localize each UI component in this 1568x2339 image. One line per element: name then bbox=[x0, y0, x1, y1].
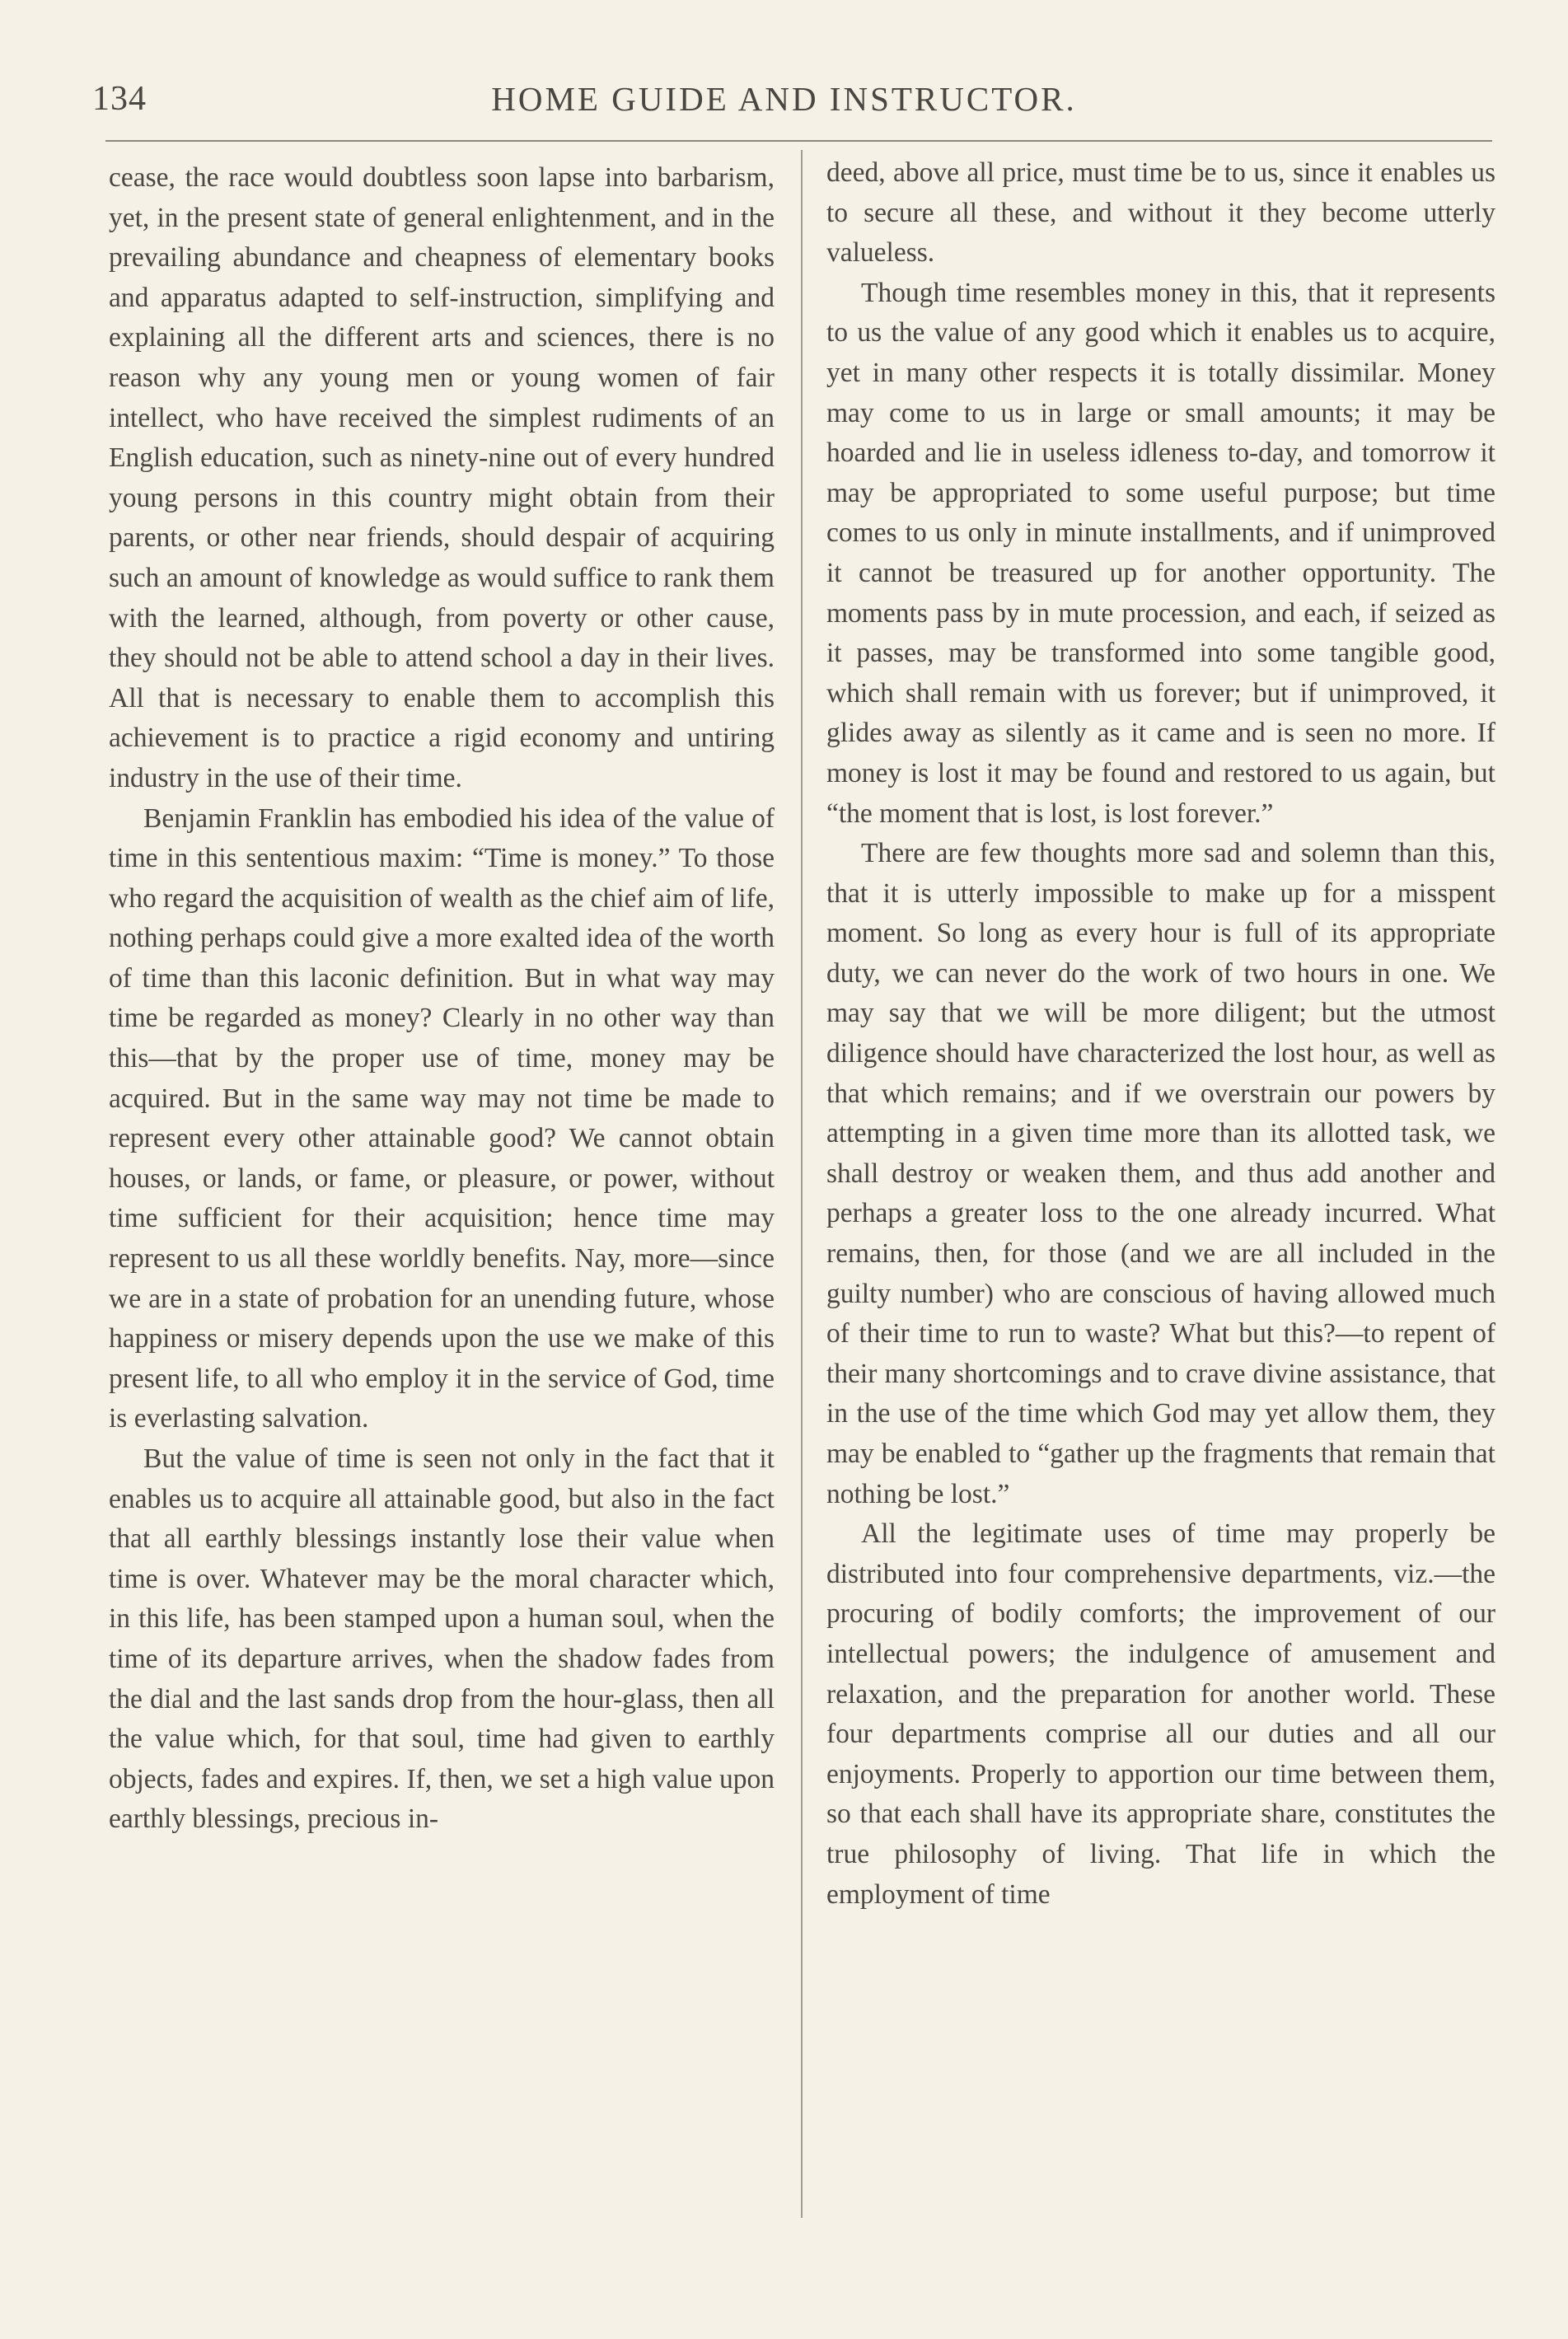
paragraph: All the legitimate uses of time may properly be distributed into four comprehensive departments, viz.—the procuring of bodily comforts; the improvement of our intellectual powers; the indulgence of amusement and relaxation, and the preparation for another world. These four departments comprise all our duties and all our enjoyments. Properly to apportion our time between them, so that each shall have its appropriate share, constitutes the true philosophy of living. That life in which the employment of time bbox=[826, 1518, 1495, 1910]
header-rule bbox=[105, 140, 1492, 142]
paragraph: deed, above all price, must time be to us, since it enables us to secure all these, and without it they become utterly valueless. bbox=[826, 157, 1495, 269]
paragraph: But the value of time is seen not only in the fact that it enables us to acquire all attainable good, but also in the fact that all earthly blessings instantly lose their value when time is over. Whatever may be the moral character which, in this life, has been stamped upon a human soul, when the time of its departure arrives, when the shadow fades from the dial and the last sands drop from the hour-glass, then all the value which, for that soul, time had given to earthly objects, fades and expires. If, then, we set a high value upon earthly blessings, precious in- bbox=[109, 1443, 775, 1835]
right-column bbox=[826, 153, 1495, 1915]
paragraph: Benjamin Franklin has embodied his idea of the value of time in this sententious maxim: “Time is money.” To those who regard the acquisition of wealth as the chief aim of life, nothing perhaps could give a more exalted idea of the worth of time than this laconic definition. But in what way may time be regarded as money? Clearly in no other way than this—that by the proper use of time, money may be acquired. But in the same way may not time be made to represent every other attainable good? We cannot obtain houses, or lands, or fame, or pleasure, or power, without time sufficient for their acquisition; hence time may represent to us all these worldly benefits. Nay, more—since we are in a state of probation for an unending future, whose happiness or misery depends upon the use we make of this present life, to all who employ it in the service of God, time is everlasting salvation. bbox=[109, 802, 775, 1434]
paragraph: cease, the race would doubtless soon lapse into barbarism, yet, in the present state of general enlightenment, and in the prevailing abundance and cheapness of elementary books and apparatus adapted to self-instruction, simplifying and explaining all the different arts and sciences, there is no reason why any young men or young women of fair intellect, who have received the simplest rudiments of an English education, such as ninety-nine out of every hundred young persons in this country might obtain from their parents, or other near friends, should despair of acquiring such an amount of knowledge as would suffice to rank them with the learned, although, from poverty or other cause, they should not be able to attend school a day in their lives. All that is necessary to enable them to accomplish this achievement is to practice a rigid economy and untiring industry in the use of their time. bbox=[109, 162, 775, 793]
left-column bbox=[109, 158, 775, 1840]
column-divider bbox=[801, 150, 803, 2218]
paragraph: Though time resembles money in this, that it represents to us the value of any good which it enables us to acquire, yet in many other respects it is totally dissimilar. Money may come to us in large or small amounts; it may be hoarded and lie in useless idleness to-day, and tomorrow it may be appropriated to some useful purpose; but time comes to us only in minute installments, and if unimproved it cannot be treasured up for another opportunity. The moments pass by in mute procession, and each, if seized as it passes, may be transformed into some tangible good, which shall remain with us forever; but if unimproved, it glides away as silently as it came and is seen no more. If money is lost it may be found and restored to us again, but “the moment that is lost, is lost forever.” bbox=[826, 277, 1495, 829]
page-number: 134 bbox=[92, 80, 147, 118]
paragraph: There are few thoughts more sad and solemn than this, that it is utterly impossible to make up for a misspent moment. So long as every hour is full of its appropriate duty, we can never do the work of two hours in one. We may say that we will be more diligent; but the utmost diligence should have characterized the lost hour, as well as that which remains; and if we overstrain our powers by attempting in a given time more than its allotted task, we shall destroy or weaken them, and thus add another and perhaps a greater loss to the one already incurred. What remains, then, for those (and we are all included in the guilty number) who are conscious of having allowed much of their time to run to waste? What but this?—to repent of their many shortcomings and to crave divine assistance, that in the use of the time which God may yet allow them, they may be enabled to “gather up the fragments that remain that nothing be lost.” bbox=[826, 838, 1495, 1509]
running-head: HOME GUIDE AND INSTRUCTOR. bbox=[491, 80, 1077, 118]
